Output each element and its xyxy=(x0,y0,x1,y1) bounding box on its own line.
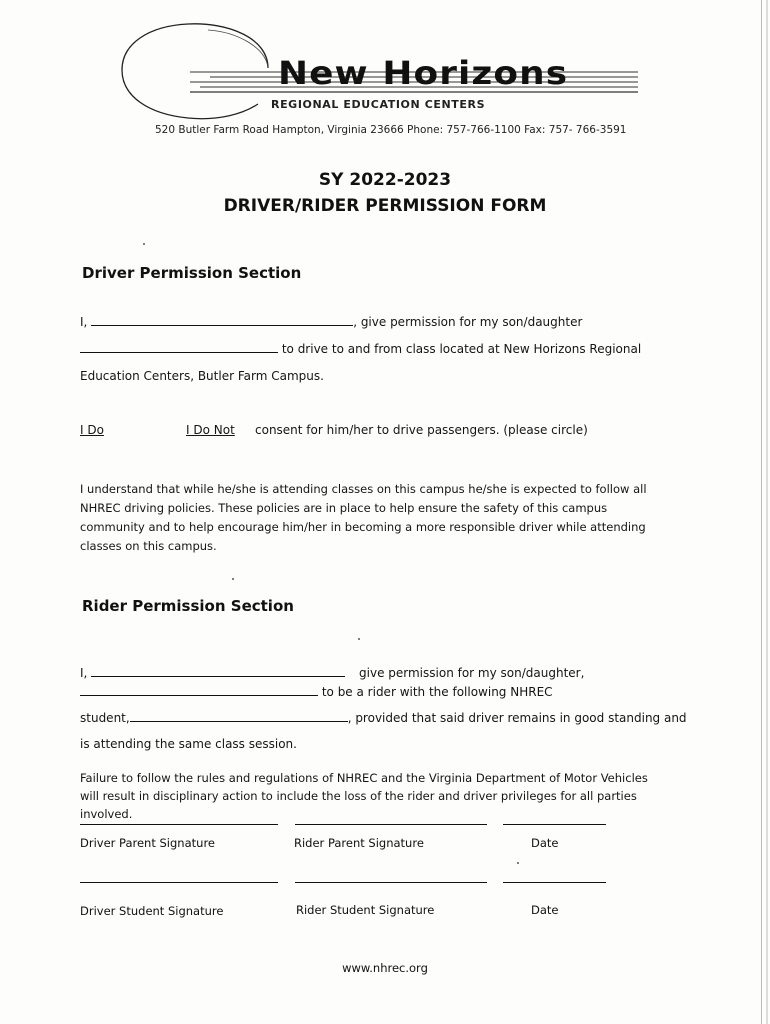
rider-parent-signature-line[interactable] xyxy=(295,824,487,825)
rider-student-signature-label: Rider Student Signature xyxy=(296,903,435,917)
date-line-1[interactable] xyxy=(503,824,606,825)
driver-line-1-prefix: I, xyxy=(80,315,88,329)
driver-line-1-suffix: , give permission for my son/daughter xyxy=(353,315,583,329)
driver-parent-signature-line[interactable] xyxy=(80,824,278,825)
driver-student-name-blank[interactable] xyxy=(80,352,278,353)
rider-student-signature-line[interactable] xyxy=(295,882,487,883)
org-logo-subtitle: REGIONAL EDUCATION CENTERS xyxy=(271,98,486,111)
rider-line-1 xyxy=(80,666,584,680)
rider-parent-name-blank[interactable] xyxy=(91,676,345,677)
rider-line-4: is attending the same class session. xyxy=(80,737,297,751)
driver-line-1 xyxy=(80,315,582,329)
date-label-1: Date xyxy=(531,836,559,850)
form-title: DRIVER/RIDER PERMISSION FORM xyxy=(223,196,547,216)
option-i-do-not[interactable]: I Do Not xyxy=(186,423,235,437)
footer-website[interactable]: www.nhrec.org xyxy=(342,961,428,975)
rider-student-name-blank[interactable] xyxy=(80,695,318,696)
driver-student-signature-line[interactable] xyxy=(80,882,278,883)
rider-line-2-suffix: to be a rider with the following NHREC xyxy=(321,685,553,699)
form-school-year: SY 2022-2023 xyxy=(318,170,452,190)
driver-line-2 xyxy=(80,342,641,356)
rider-line-1-suffix: give permission for my son/daughter, xyxy=(359,666,585,680)
driver-line-2-suffix: to drive to and from class located at New Horizons Regional xyxy=(281,342,642,356)
driver-section-heading: Driver Permission Section xyxy=(82,264,302,282)
scan-speck xyxy=(143,243,145,245)
scan-speck xyxy=(232,578,234,580)
option-i-do[interactable]: I Do xyxy=(80,423,104,437)
driver-parent-name-blank[interactable] xyxy=(91,325,353,326)
driver-line-3: Education Centers, Butler Farm Campus. xyxy=(80,369,324,383)
rider-parent-signature-label: Rider Parent Signature xyxy=(294,836,424,850)
scan-edge-line xyxy=(761,0,762,1024)
rider-line-1-prefix: I, xyxy=(80,666,88,680)
rider-driver-name-blank[interactable] xyxy=(130,721,348,722)
scan-speck xyxy=(358,638,360,640)
org-logo-name: New Horizons xyxy=(278,54,569,92)
org-address: 520 Butler Farm Road Hampton, Virginia 23666 Phone: 757-766-1100 Fax: 757- 766-3591 xyxy=(155,124,627,136)
scan-speck xyxy=(517,862,519,864)
rider-line-2 xyxy=(80,685,553,699)
driver-parent-signature-label: Driver Parent Signature xyxy=(80,836,215,850)
rider-line-3 xyxy=(80,711,687,725)
rider-line-3-suffix: , provided that said driver remains in good standing and xyxy=(347,711,687,725)
driver-student-signature-label: Driver Student Signature xyxy=(80,904,224,918)
scan-edge-shadow xyxy=(766,0,768,1024)
date-line-2[interactable] xyxy=(503,882,606,883)
date-label-2: Date xyxy=(531,903,559,917)
consent-text: consent for him/her to drive passengers. (please circle) xyxy=(255,423,588,437)
failure-paragraph: Failure to follow the rules and regulations of NHREC and the Virginia Department of Motor Vehicles will result in disciplinary action to include the loss of the rider and driver privileges for all parties involved. xyxy=(80,771,648,821)
driver-policy-paragraph: I understand that while he/she is attending classes on this campus he/she is expected to follow all NHREC driving policies. These policies are in place to help ensure the safety of this campus community and to help encourage him/her in becoming a more responsible driver while attending classes on this campus. xyxy=(80,482,647,553)
rider-section-heading: Rider Permission Section xyxy=(82,597,294,615)
rider-line-3-prefix: student, xyxy=(80,711,130,725)
